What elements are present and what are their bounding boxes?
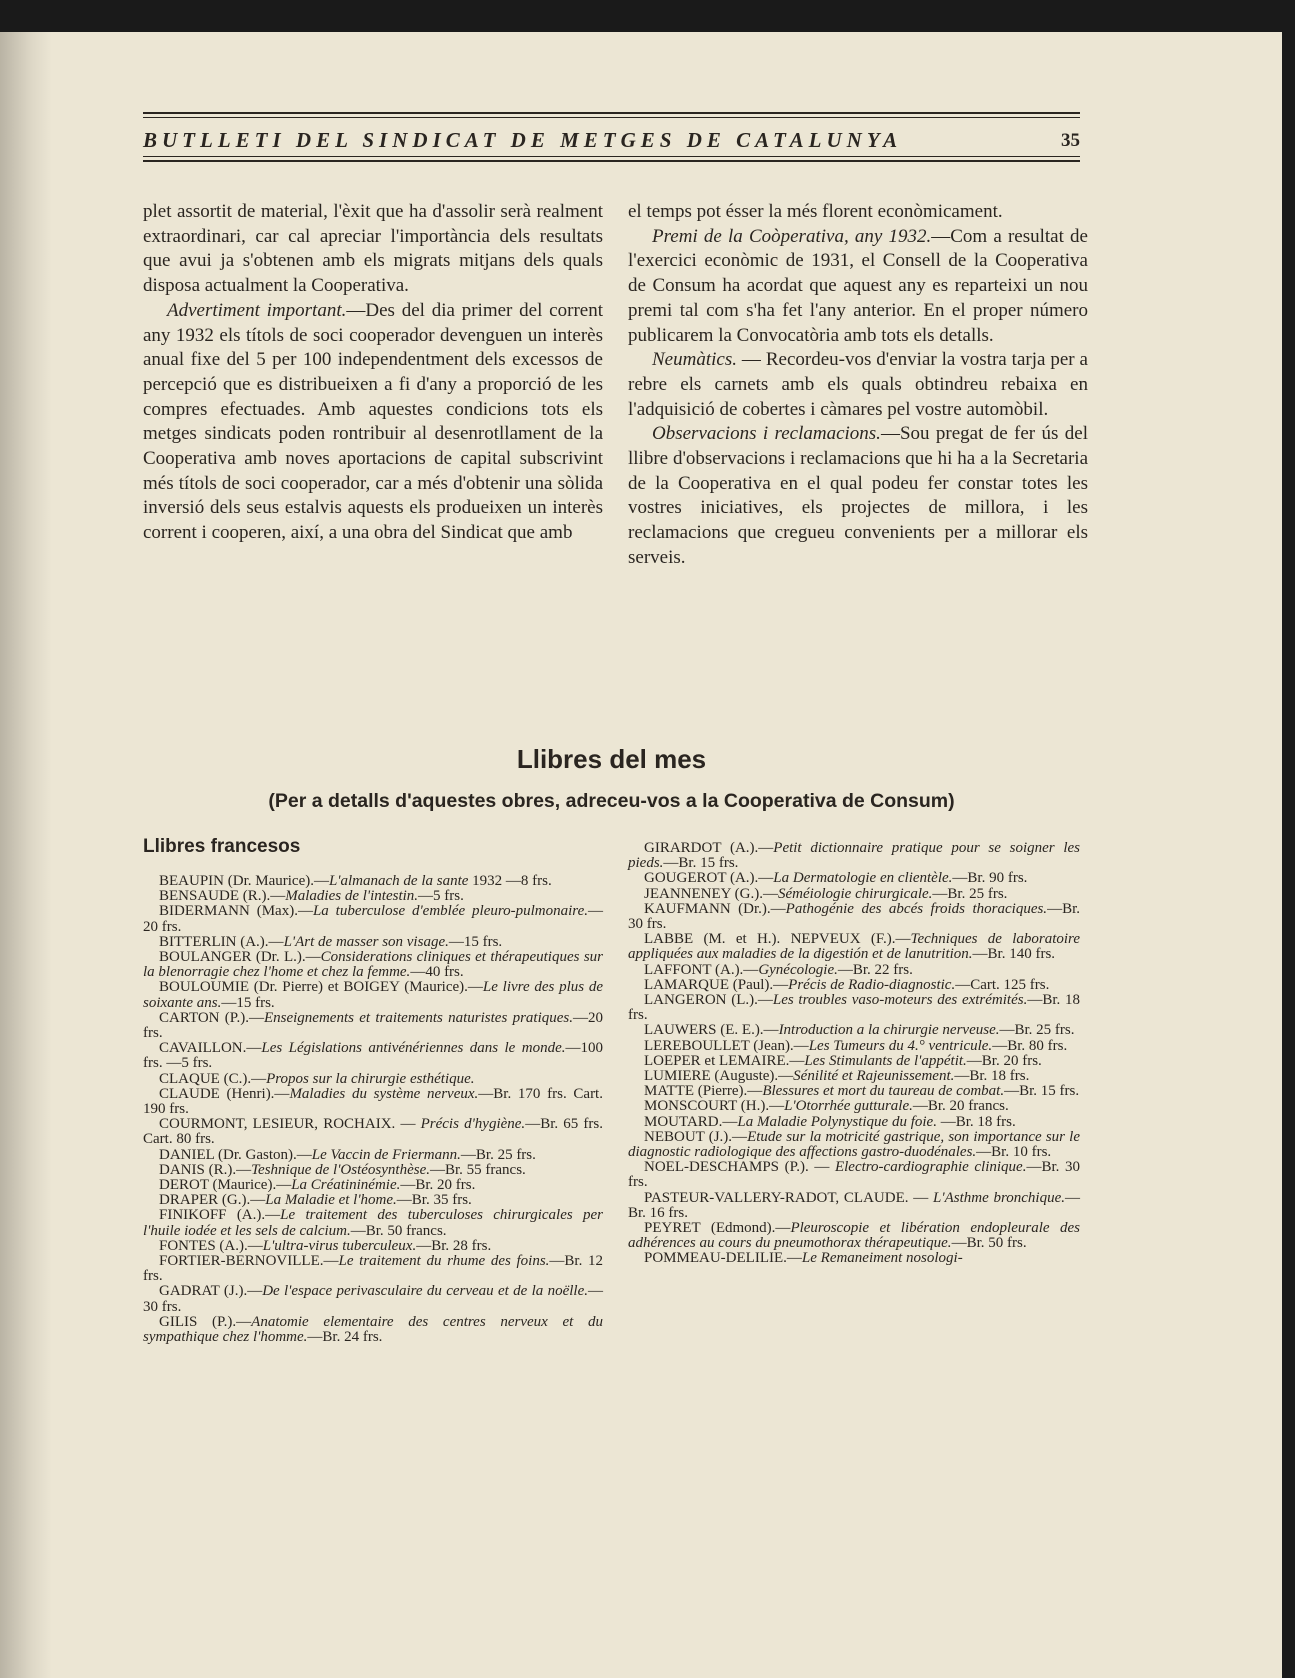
- paragraph: Advertiment important.—Des del dia primer del corrent any 1932 els títols de soci cooperador devenguen un interès anual fixe del 5 per 100 independentment dels excessos de percepció que es distribueixen a fi d'any a proporció de les compres efectuades. Amb aquestes condicions tots els metges sindicats poden rontribuir al desenrotllament de la Cooperativa amb noves aportacions de capital subscrivint més títols de soci cooperador, car a més d'obtenir una sòlida inversió dels seus estalvis aquests els produeixen un interès corrent i cooperen, així, a una obra del Sindicat que amb: [143, 299, 603, 544]
- book-price: —30 frs.: [143, 1283, 603, 1315]
- book-entry: [143, 1163, 603, 1178]
- book-price: —Br. 25 frs.: [460, 1146, 536, 1163]
- left-text-column: [143, 200, 603, 546]
- book-title: Electro-cardiographie clinique.: [834, 1159, 1027, 1176]
- book-entry: [143, 1284, 603, 1314]
- book-spine-shadow: [0, 32, 52, 1678]
- book-price: —Br. 20 frs.: [966, 1052, 1042, 1069]
- book-author: LUMIERE (Auguste).—: [644, 1068, 794, 1085]
- book-title: Petit dictionnaire pratique pour se soigner les pieds.: [628, 840, 1080, 872]
- book-entry: [143, 1087, 603, 1117]
- book-entry: [143, 1178, 603, 1193]
- book-entry: [628, 1084, 1080, 1099]
- book-entry: [628, 1160, 1080, 1190]
- book-entry: [143, 904, 603, 934]
- book-title: Maladies de l'intestin.: [285, 888, 419, 905]
- book-entry: [143, 1072, 603, 1087]
- book-price: —Br. 80 frs.: [992, 1037, 1068, 1054]
- book-entry: [143, 1117, 603, 1147]
- book-title: Etude sur la motricité gastrique, son importance sur le diagnostic radiologique des affections gastro-duodénales.: [628, 1128, 1080, 1161]
- book-price: —20 frs.: [143, 903, 603, 935]
- book-title: Le Remaneiment nosologi-: [801, 1250, 963, 1267]
- book-title: Le livre des plus de soixante ans.: [143, 979, 603, 1011]
- book-author: MATTE (Pierre).—: [644, 1083, 763, 1100]
- book-title: Introduction a la chirurgie nerveuse.: [778, 1022, 1000, 1039]
- book-author: CARTON (P.).—: [159, 1009, 264, 1026]
- book-title: Blessures et mort du taureau de combat.: [762, 1083, 1005, 1100]
- book-author: DRAPER (G.).—: [159, 1192, 266, 1209]
- book-price: —Br. 16 frs.: [628, 1189, 1080, 1221]
- book-title: L'Otorrhée gutturale.: [784, 1098, 913, 1115]
- book-title: L'Asthme bronchique.: [933, 1189, 1065, 1206]
- paragraph: Observacions i reclamacions.—Sou pregat de fer ús del llibre d'observacions i reclamacions que hi ha a la Secretaria de la Cooperativa en el qual podeu fer constar totes les vostres iniciatives, els projectes de millora, i les reclamacions que cregueu convenients per a millorar els serveis.: [628, 423, 1089, 568]
- book-entry: [143, 874, 603, 889]
- book-price: —Br. 140 frs.: [972, 946, 1056, 963]
- book-price: —Br. 24 frs.: [307, 1329, 383, 1346]
- header-bottom-rule-thin: [143, 156, 1080, 157]
- book-title: Anatomie elementaire des centres nerveux et du sympathique chez l'homme.: [143, 1313, 603, 1346]
- book-entry: [628, 841, 1080, 871]
- book-author: CLAUDE (Henri).—: [159, 1085, 290, 1102]
- book-author: LANGERON (L.).—: [644, 992, 773, 1009]
- book-price: —15 frs.: [221, 994, 275, 1011]
- book-entry: [143, 1254, 603, 1284]
- book-title: Précis de Radio-diagnostic.: [788, 976, 956, 993]
- book-author: FORTIER-BERNOVILLE.—: [159, 1253, 339, 1270]
- book-title: De l'espace perivasculaire du cerveau et de la noëlle.: [262, 1283, 588, 1300]
- book-title: Les Tumeurs du 4.° ventricule.: [808, 1037, 993, 1054]
- paragraph-lead: Advertiment important.: [167, 299, 347, 321]
- book-entry: [628, 1130, 1080, 1160]
- header-top-rule: [143, 112, 1080, 114]
- book-title: Le traitement du rhume des foins.: [338, 1253, 550, 1270]
- paragraph: Neumàtics. — Recordeu-vos d'enviar la vostra tarja per a rebre els carnets amb els quals obtindreu rebaixa en l'adquisició de cobertes i càmares pel vostre automòbil.: [628, 349, 1088, 420]
- header-bottom-rule: [143, 160, 1080, 162]
- book-author: CAVAILLON.—: [159, 1040, 262, 1057]
- book-author: JEANNENEY (G.).—: [644, 885, 779, 902]
- book-author: BENSAUDE (R.).—: [159, 888, 286, 905]
- book-author: BEAUPIN (Dr. Maurice).—: [159, 873, 329, 889]
- book-title: Enseignements et traitements naturistes pratiques.: [263, 1009, 574, 1026]
- book-entry: [628, 1099, 1080, 1114]
- book-entry: [628, 1191, 1080, 1221]
- book-price: —Br. 25 frs.: [932, 885, 1008, 902]
- book-title: Précis d'hygiène.: [420, 1116, 526, 1133]
- book-entry: [628, 1054, 1080, 1069]
- book-price: —Cart. 125 frs.: [955, 976, 1050, 993]
- book-price: —Br. 30 frs.: [628, 1159, 1080, 1191]
- running-header: [143, 112, 1080, 164]
- book-author: KAUFMANN (Dr.).—: [644, 900, 786, 917]
- book-price: —40 frs.: [410, 964, 464, 981]
- book-entry: [143, 1193, 603, 1208]
- book-title: Les Législations antivénériennes dans le monde.: [261, 1040, 566, 1057]
- book-author: FONTES (A.).—: [159, 1237, 263, 1254]
- book-entry: [628, 887, 1080, 902]
- book-author: GADRAT (J.).—: [159, 1283, 263, 1300]
- book-author: DANIEL (Dr. Gaston).—: [159, 1146, 312, 1163]
- book-author: LAFFONT (A.).—: [644, 961, 759, 978]
- book-entry: [143, 1041, 603, 1071]
- book-price: —Br. 15 frs.: [1004, 1083, 1080, 1100]
- book-list-left: [143, 874, 603, 1345]
- book-entry: [143, 1011, 603, 1041]
- book-author: BOULANGER (Dr. L.).—: [159, 949, 321, 966]
- book-price: —Br. 15 frs.: [663, 855, 739, 872]
- book-author: GOUGEROT (A.).—: [644, 870, 774, 887]
- book-title: Pleuroscopie et libération endopleurale des adhérences au cours du pneumothorax thérapeutique.: [628, 1220, 1080, 1252]
- book-title: La Dermatologie en clientèle.: [773, 870, 953, 887]
- page-number: 35: [1061, 130, 1080, 151]
- book-price: —Br. 50 francs.: [350, 1222, 447, 1239]
- book-price: —Br. 30 frs.: [628, 900, 1080, 933]
- book-price: —Br. 28 frs.: [416, 1237, 492, 1254]
- book-author: GIRARDOT (A.).—: [644, 840, 774, 856]
- book-price: —20 frs.: [143, 1009, 604, 1042]
- section-subtitle: (Per a detalls d'aquestes obres, adreceu-vos a la Cooperativa de Consum): [268, 790, 955, 812]
- book-title: Maladies du système nerveux.: [289, 1085, 479, 1102]
- book-price: —Br. 50 frs.: [951, 1235, 1027, 1252]
- book-author: LOEPER et LEMAIRE.—: [644, 1052, 805, 1069]
- book-entry: [143, 889, 603, 904]
- book-price: —Br. 55 francs.: [429, 1161, 526, 1178]
- book-title: Pathogénie des abcés froids thoraciques.: [785, 900, 1048, 917]
- book-entry: [628, 1221, 1080, 1251]
- journal-title: BUTLLETI DEL SINDICAT DE METGES DE CATALUNYA: [143, 128, 903, 152]
- right-text-column: [628, 200, 1088, 571]
- book-price: —100 frs. —5 frs.: [143, 1040, 603, 1072]
- book-author: MOUTARD.—: [644, 1113, 738, 1130]
- book-author: COURMONT, LESIEUR, ROCHAIX. —: [159, 1116, 421, 1133]
- book-title: Séméiologie chirurgicale.: [778, 885, 933, 902]
- book-author: POMMEAU-DELILIE.—: [644, 1250, 802, 1267]
- book-price: —15 frs.: [448, 933, 503, 950]
- book-price: —Br. 25 frs.: [999, 1022, 1075, 1039]
- book-entry: [628, 993, 1080, 1023]
- book-title: L'almanach de la sante: [328, 873, 469, 889]
- book-entry: [143, 935, 603, 950]
- book-entry: [628, 1115, 1080, 1130]
- book-title: Sénilité et Rajeunissement.: [793, 1068, 955, 1085]
- book-author: NOEL-DESCHAMPS (P.). —: [644, 1159, 835, 1176]
- book-price: —Br. 20 frs.: [400, 1177, 476, 1194]
- book-entry: [628, 902, 1080, 932]
- book-author: DANIS (R.).—: [159, 1161, 252, 1178]
- book-title: La Maladie Polynystique du foie.: [737, 1113, 937, 1130]
- book-entry: [143, 980, 603, 1010]
- book-author: BIDERMANN (Max).—: [159, 903, 313, 920]
- book-title: L'Art de masser son visage.: [283, 933, 449, 950]
- book-entry: [143, 1148, 603, 1163]
- book-entry: [628, 1069, 1080, 1084]
- paragraph: el temps pot ésser la més florent econòmicament.: [628, 201, 1003, 222]
- book-title: La Maladie et l'home.: [265, 1192, 397, 1209]
- book-price: —Br. 18 frs.: [936, 1113, 1016, 1130]
- book-entry: [143, 950, 603, 980]
- book-entry: [628, 1039, 1080, 1054]
- book-price: —Br. 10 frs.: [976, 1144, 1052, 1161]
- subheading: Llibres francesos: [143, 836, 301, 857]
- paragraph-lead: Premi de la Coòperativa, any 1932.: [652, 225, 932, 247]
- book-price: —Br. 65 frs. Cart. 80 frs.: [143, 1116, 603, 1148]
- book-price: 1932 —8 frs.: [468, 873, 552, 889]
- book-author: GILIS (P.).—: [159, 1313, 252, 1330]
- book-list-right: [628, 841, 1080, 1267]
- book-title: Teshnique de l'Ostéosynthèse.: [251, 1161, 430, 1178]
- book-entry: [628, 978, 1080, 993]
- book-entry: [628, 932, 1080, 962]
- book-price: —Br. 18 frs.: [628, 992, 1080, 1024]
- header-top-rule-thin: [143, 117, 1080, 118]
- book-title: Techniques de laboratoire appliquées aux maladies de la digestión et de lanutrition.: [628, 931, 1080, 963]
- book-author: DEROT (Maurice).—: [159, 1177, 292, 1194]
- book-title: Le traitement des tuberculoses chirurgicales per l'huile iodée et les sels de calcium.: [143, 1207, 603, 1239]
- book-author: BOULOUMIE (Dr. Pierre) et BOIGEY (Maurice).—: [159, 979, 483, 996]
- book-title: L'ultra-virus tuberculeux.: [262, 1237, 417, 1254]
- book-price: —5 frs.: [418, 888, 464, 905]
- book-author: LAUWERS (E. E.).—: [644, 1022, 779, 1039]
- book-price: —Br. 90 frs.: [952, 870, 1028, 887]
- book-price: —Br. 170 frs. Cart. 190 frs.: [143, 1085, 603, 1118]
- book-entry: [143, 1208, 603, 1238]
- book-entry: [143, 1315, 603, 1345]
- book-price: —Br. 35 frs.: [396, 1192, 472, 1209]
- book-title: Gynécologie.: [758, 961, 838, 978]
- book-author: PEYRET (Edmond).—: [644, 1220, 791, 1237]
- book-title: Les troubles vaso-moteurs des extrémités.: [772, 992, 1028, 1009]
- book-entry: [143, 1239, 603, 1254]
- book-price: —Br. 18 frs.: [954, 1068, 1030, 1085]
- book-entry: [628, 871, 1080, 886]
- book-author: BITTERLIN (A.).—: [159, 933, 284, 950]
- book-price: —Br. 12 frs.: [143, 1253, 603, 1285]
- book-title: Propos sur la chirurgie esthétique.: [266, 1070, 475, 1087]
- book-author: LABBE (M. et H.). NEPVEUX (F.).—: [644, 931, 911, 948]
- book-author: LAMARQUE (Paul).—: [644, 976, 789, 993]
- book-author: FINIKOFF (A.).—: [159, 1207, 281, 1224]
- book-title: La Créatininémie.: [291, 1177, 401, 1194]
- book-price: —Br. 20 francs.: [912, 1098, 1009, 1115]
- book-title: Le Vaccin de Friermann.: [311, 1146, 461, 1163]
- book-entry: [628, 963, 1080, 978]
- book-author: PASTEUR-VALLERY-RADOT, CLAUDE. —: [644, 1189, 934, 1206]
- book-title: Les Stimulants de l'appétit.: [804, 1052, 967, 1069]
- paragraph-lead: Observacions i reclamacions.: [652, 423, 881, 445]
- book-price: —Br. 22 frs.: [837, 961, 913, 978]
- book-author: MONSCOURT (H.).—: [644, 1098, 785, 1115]
- paragraph-lead: Neumàtics.: [652, 349, 737, 371]
- book-title: Considerations cliniques et thérapeutiques sur la blenorragie chez l'home et chez la femme.: [143, 949, 603, 981]
- paragraph: Premi de la Coòperativa, any 1932.—Com a resultat de l'exercici econòmic de 1931, el Consell de la Cooperativa de Consum ha acordat que aquest any es reparteixi un nou premi tal com s'ha fet l'any anterior. En el proper número publicarem la Convocatòria amb tots els detalls.: [628, 225, 1088, 346]
- book-entry: [628, 1251, 1080, 1266]
- paragraph: plet assortit de material, l'èxit que ha d'assolir serà realment extraordinari, car cal apreciar l'importància dels resultats que avui ja s'obtenen amb els migrats mitjans dels quals disposa actualment la Cooperativa.: [143, 201, 603, 297]
- section-title: Llibres del mes: [516, 744, 707, 774]
- book-entry: [628, 1023, 1080, 1038]
- book-author: NEBOUT (J.).—: [644, 1128, 748, 1145]
- book-title: La tuberculose d'emblée pleuro-pulmonaire.: [312, 903, 588, 920]
- book-author: CLAQUE (C.).—: [159, 1070, 267, 1087]
- book-author: LEREBOULLET (Jean).—: [644, 1037, 809, 1054]
